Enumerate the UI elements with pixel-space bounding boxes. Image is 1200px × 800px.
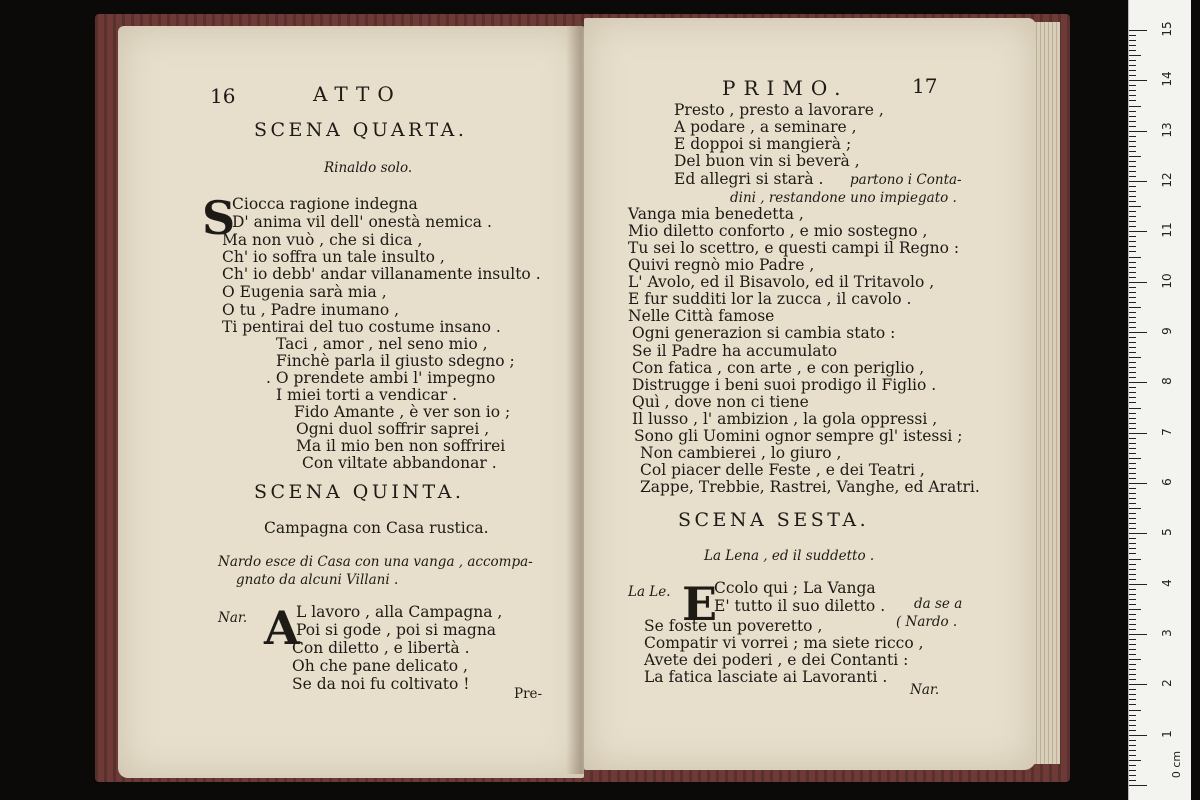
ruler-tick [1129, 236, 1136, 237]
ruler-tick [1129, 518, 1136, 519]
verse-line: Se da noi fu coltivato ! [292, 675, 470, 693]
verse-line: Ch' io debb' andar villanamente insulto . [222, 265, 541, 283]
ruler-tick [1129, 639, 1136, 640]
page-number-right: 17 [912, 74, 938, 98]
stage-direction: gnato da alcuni Villani . [236, 572, 399, 588]
ruler-tick [1129, 745, 1136, 746]
ruler-number: 3 [1160, 629, 1174, 637]
ruler-tick [1129, 423, 1136, 424]
ruler-tick [1129, 146, 1136, 147]
ruler-tick [1129, 543, 1136, 544]
verse-line: A podare , a seminare , [674, 118, 857, 136]
verse-line: Ciocca ragione indegna [232, 195, 418, 213]
ruler-tick [1129, 322, 1136, 323]
speaker-name: La Le. [628, 584, 671, 600]
verse-line: Nelle Città famose [628, 307, 775, 325]
ruler-tick [1129, 307, 1141, 308]
verse-line: Ogni generazion si cambia stato : [632, 324, 896, 342]
verse-line: Ti pentirai del tuo costume insano . [222, 318, 501, 336]
ruler-tick [1129, 382, 1147, 383]
scene-title-5: SCENA QUINTA. [254, 481, 465, 503]
ruler-tick [1129, 216, 1136, 217]
ruler-tick [1129, 287, 1136, 288]
stage-direction: dini , restandone uno impiegato . [730, 190, 957, 206]
ruler-number: 4 [1160, 578, 1174, 587]
verse-line: Quivi regnò mio Padre , [628, 256, 815, 274]
ruler-tick [1129, 136, 1136, 137]
ruler-tick [1129, 347, 1136, 348]
ruler-tick [1129, 151, 1136, 152]
ruler-tick [1129, 342, 1136, 343]
ruler-tick [1129, 231, 1147, 232]
ruler-tick [1129, 221, 1136, 222]
ruler-tick [1129, 131, 1147, 132]
ruler-tick [1129, 463, 1136, 464]
ruler-tick [1129, 35, 1136, 36]
verse-line: Sono gli Uomini ognor sempre gl' istessi ; [634, 427, 963, 445]
left-page [118, 26, 584, 778]
page-number-left: 16 [210, 84, 236, 108]
ruler-tick [1129, 634, 1147, 635]
ruler-tick [1129, 453, 1136, 454]
ruler-tick [1129, 372, 1136, 373]
ruler-tick [1129, 564, 1136, 565]
ruler-tick [1129, 392, 1136, 393]
ruler-tick [1129, 498, 1136, 499]
verse-line: Se il Padre ha accumulato [632, 342, 838, 360]
ruler-number: 6 [1160, 478, 1174, 486]
ruler-tick [1129, 352, 1136, 353]
verse-line: Se foste un poveretto , [644, 617, 823, 635]
verse-line: Tu sei lo scettro, e questi campi il Regno : [628, 239, 960, 257]
stage-direction: La Lena , ed il suddetto . [704, 548, 875, 564]
ruler-tick [1129, 594, 1136, 595]
ruler-tick [1129, 508, 1141, 509]
ruler-tick [1129, 282, 1147, 283]
ruler-tick [1129, 206, 1141, 207]
ruler-tick [1129, 141, 1136, 142]
verse-line: Avete dei poderi , e dei Contanti : [644, 651, 909, 669]
ruler-number: 1 [1160, 729, 1174, 738]
verse-line: Il lusso , l' ambizion , la gola oppressi , [632, 410, 938, 428]
verse-line: L lavoro , alla Campagna , [296, 603, 503, 621]
ruler-tick [1129, 443, 1136, 444]
ruler-number: 10 [1160, 273, 1174, 289]
ruler-number: 7 [1160, 427, 1174, 436]
ruler-tick [1129, 362, 1136, 363]
verse-line: Finchè parla il giusto sdegno ; [276, 352, 515, 370]
ruler-tick [1129, 176, 1136, 177]
ruler-tick [1129, 770, 1136, 771]
verse-line: Non cambierei , lo giuro , [640, 444, 842, 462]
running-head-right: PRIMO. [722, 76, 849, 100]
running-head-left: ATTO [313, 82, 402, 106]
ruler-tick [1129, 60, 1136, 61]
verse-line: Ed allegri si starà . [674, 170, 824, 188]
verse-line: E doppoi si mangierà ; [674, 135, 852, 153]
verse-line: Col piacer delle Feste , e dei Teatri , [640, 461, 925, 479]
verse-line: Con diletto , e libertà . [292, 639, 470, 657]
ruler-tick [1129, 553, 1136, 554]
ruler-tick [1129, 166, 1136, 167]
ruler-tick [1129, 126, 1136, 127]
verse-line: Taci , amor , nel seno mio , [276, 335, 488, 353]
ruler-tick [1129, 493, 1136, 494]
scene-title-4: SCENA QUARTA. [254, 119, 468, 141]
ruler-tick [1129, 589, 1136, 590]
ruler-tick [1129, 121, 1136, 122]
ruler-tick [1129, 548, 1136, 549]
ruler-tick [1129, 438, 1136, 439]
ruler-tick [1129, 312, 1136, 313]
verse-line: Ccolo qui ; La Vanga [714, 579, 876, 597]
ruler-number: 9 [1160, 327, 1174, 335]
ruler-tick [1129, 272, 1136, 273]
ruler-tick [1129, 100, 1136, 101]
verse-line: Vanga mia benedetta , [628, 205, 804, 223]
verse-line: Compatir vi vorrei ; ma siete ricco , [644, 634, 924, 652]
ruler-tick [1129, 70, 1136, 71]
ruler-tick [1129, 45, 1136, 46]
verse-line: L' Avolo, ed il Bisavolo, ed il Tritavolo , [628, 273, 935, 291]
ruler-number: 14 [1160, 71, 1174, 87]
catchword: Nar. [910, 682, 940, 698]
ruler-tick [1129, 574, 1136, 575]
ruler-tick [1129, 533, 1147, 534]
ruler-number: 5 [1160, 528, 1174, 537]
verse-line: Ma non vuò , che si dica , [222, 231, 423, 249]
ruler-tick [1129, 458, 1141, 459]
ruler-tick [1129, 186, 1136, 187]
ruler-tick [1129, 191, 1136, 192]
ruler-tick [1129, 669, 1136, 670]
ruler-tick [1129, 448, 1136, 449]
verse-line: Ch' io soffra un tale insulto , [222, 248, 445, 266]
verse-line: . O prendete ambi l' impegno [266, 369, 496, 387]
ruler-tick [1129, 262, 1136, 263]
ruler-tick [1129, 156, 1141, 157]
ruler-tick [1129, 418, 1136, 419]
ruler-tick [1129, 473, 1136, 474]
ruler-tick [1129, 513, 1136, 514]
ruler-tick [1129, 468, 1136, 469]
ruler-tick [1129, 267, 1136, 268]
ruler-tick [1129, 402, 1136, 403]
ruler-tick [1129, 503, 1136, 504]
ruler-tick [1129, 357, 1141, 358]
verse-line: La fatica lasciate ai Lavoranti . [644, 668, 888, 686]
ruler-tick [1129, 750, 1136, 751]
ruler-tick [1129, 715, 1136, 716]
drop-cap: E [682, 577, 718, 631]
ruler-tick [1129, 488, 1136, 489]
verse-line: Con fatica , con arte , e con periglio , [632, 359, 925, 377]
verse-line: Zappe, Trebbie, Rastrei, Vanghe, ed Aratri. [640, 478, 980, 496]
ruler-number: 13 [1160, 122, 1174, 138]
aside-direction: ( Nardo . [896, 614, 958, 630]
ruler-tick [1129, 528, 1136, 529]
ruler-tick [1129, 50, 1136, 51]
ruler-tick [1129, 226, 1136, 227]
ruler-tick [1129, 614, 1136, 615]
ruler-tick [1129, 664, 1136, 665]
ruler-tick [1129, 246, 1136, 247]
ruler-tick [1129, 95, 1136, 96]
ruler-tick [1129, 327, 1136, 328]
ruler-tick [1129, 201, 1136, 202]
verse-line: Mio diletto conforto , e mio sostegno , [628, 222, 928, 240]
ruler-tick [1129, 654, 1136, 655]
ruler-tick [1129, 367, 1136, 368]
ruler-number: 2 [1160, 679, 1174, 688]
ruler-tick [1129, 735, 1147, 736]
ruler-tick [1129, 302, 1136, 303]
ruler-unit-label: 0 cm [1170, 750, 1184, 779]
verse-line: O Eugenia sarà mia , [222, 283, 387, 301]
ruler-tick [1129, 730, 1136, 731]
verse-line: D' anima vil dell' onestà nemica . [232, 213, 492, 231]
scene-title-6: SCENA SESTA. [678, 509, 870, 531]
ruler-tick [1129, 478, 1136, 479]
ruler-tick [1129, 609, 1141, 610]
ruler-tick [1129, 689, 1136, 690]
verse-line: Con viltate abbandonar . [302, 454, 497, 472]
ruler-tick [1129, 629, 1136, 630]
ruler-tick [1129, 116, 1136, 117]
ruler-tick [1129, 65, 1136, 66]
verse-line: Fido Amante , è ver son io ; [294, 403, 511, 421]
verse-line: Presto , presto a lavorare , [674, 101, 884, 119]
ruler-tick [1129, 644, 1136, 645]
ruler-tick [1129, 277, 1136, 278]
verse-line: O tu , Padre inumano , [222, 301, 400, 319]
ruler-tick [1129, 765, 1136, 766]
ruler-tick [1129, 483, 1147, 484]
ruler-tick [1129, 75, 1136, 76]
ruler-tick [1129, 599, 1136, 600]
ruler-tick [1129, 559, 1141, 560]
ruler-tick [1129, 111, 1136, 112]
ruler-tick [1129, 332, 1147, 333]
ruler-tick [1129, 171, 1136, 172]
ruler-tick [1129, 337, 1136, 338]
ruler-tick [1129, 90, 1136, 91]
drop-cap: A [264, 601, 300, 655]
ruler-tick [1129, 40, 1136, 41]
speaker-name: Nar. [218, 610, 248, 626]
stage-direction: partono i Conta- [850, 172, 962, 188]
ruler-tick [1129, 80, 1147, 81]
right-page [584, 18, 1036, 770]
ruler-tick [1129, 579, 1136, 580]
ruler-tick [1129, 604, 1136, 605]
ruler-tick [1129, 569, 1136, 570]
ruler-tick [1129, 317, 1136, 318]
ruler-tick [1129, 196, 1136, 197]
ruler-tick [1129, 659, 1141, 660]
ruler-tick [1129, 684, 1147, 685]
stage-direction: Rinaldo solo. [324, 160, 413, 176]
ruler-tick [1129, 181, 1147, 182]
ruler-tick [1129, 740, 1136, 741]
ruler-tick [1129, 538, 1136, 539]
ruler-tick [1129, 106, 1141, 107]
ruler-tick [1129, 241, 1136, 242]
verse-line: Del buon vin si beverà , [674, 152, 860, 170]
verse-line: Poi si gode , poi si magna [296, 621, 497, 639]
ruler-tick [1129, 211, 1136, 212]
ruler-tick [1129, 55, 1141, 56]
ruler-tick [1129, 649, 1136, 650]
ruler-number: 11 [1160, 222, 1174, 238]
scene-setting: Campagna con Casa rustica. [264, 519, 489, 537]
verse-line: Quì , dove non ci tiene [632, 393, 809, 411]
ruler-tick [1129, 433, 1147, 434]
ruler-tick [1129, 710, 1141, 711]
ruler-tick [1129, 720, 1136, 721]
ruler-tick [1129, 377, 1136, 378]
ruler-tick [1129, 297, 1136, 298]
ruler-tick [1129, 624, 1136, 625]
ruler-tick [1129, 679, 1136, 680]
verse-line: Ogni duol soffrir saprei , [296, 420, 490, 438]
measuring-ruler [1128, 0, 1191, 800]
verse-line: I miei torti a vendicar . [276, 386, 457, 404]
ruler-tick [1129, 523, 1136, 524]
ruler-number: 8 [1160, 377, 1174, 386]
ruler-tick [1129, 725, 1136, 726]
ruler-tick [1129, 292, 1136, 293]
ruler-tick [1129, 30, 1147, 31]
ruler-tick [1129, 699, 1136, 700]
verse-line: E' tutto il suo diletto . [714, 597, 886, 615]
ruler-number: 15 [1160, 21, 1174, 37]
ruler-tick [1129, 161, 1136, 162]
verse-line: Distrugge i beni suoi prodigo il Figlio . [632, 376, 937, 394]
drop-cap: S [202, 191, 236, 245]
verse-line: Ma il mio ben non soffrirei [296, 437, 506, 455]
ruler-tick [1129, 251, 1136, 252]
ruler-tick [1129, 413, 1136, 414]
aside-direction: da se a [914, 596, 963, 612]
ruler-tick [1129, 694, 1136, 695]
ruler-tick [1129, 257, 1141, 258]
ruler-tick [1129, 85, 1136, 86]
ruler-tick [1129, 674, 1136, 675]
ruler-tick [1129, 584, 1147, 585]
ruler-tick [1129, 760, 1141, 761]
verse-line: E fur sudditi lor la zucca , il cavolo . [628, 290, 912, 308]
ruler-tick [1129, 780, 1136, 781]
ruler-tick [1129, 397, 1136, 398]
stage-direction: Nardo esce di Casa con una vanga , accompa- [218, 554, 533, 570]
ruler-tick [1129, 704, 1136, 705]
ruler-tick [1129, 619, 1136, 620]
ruler-tick [1129, 785, 1147, 786]
ruler-tick [1129, 408, 1141, 409]
ruler-tick [1129, 775, 1136, 776]
ruler-number: 12 [1160, 172, 1174, 188]
ruler-tick [1129, 387, 1136, 388]
verse-line: Oh che pane delicato , [292, 657, 468, 675]
ruler-tick [1129, 428, 1136, 429]
catchword: Pre- [514, 686, 543, 702]
ruler-tick [1129, 755, 1136, 756]
page-edges [1032, 22, 1060, 764]
